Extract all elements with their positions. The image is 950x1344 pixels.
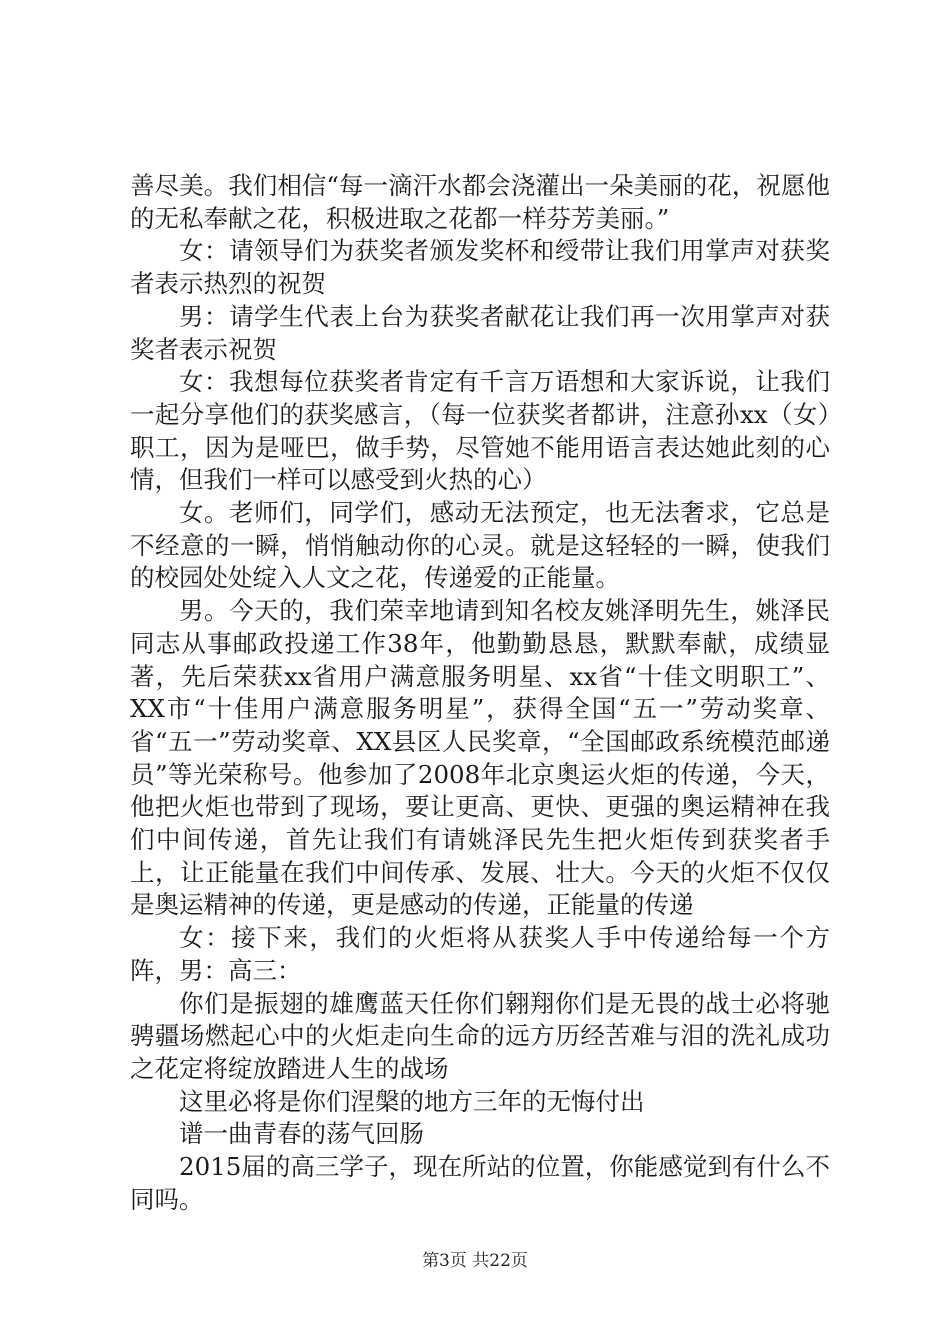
paragraph: 你们是振翅的雄鹰蓝天任你们翱翔你们是无畏的战士必将驰骋疆场燃起心中的火炬走向生命的远方历经苦难与泪的洗礼成功之花定将绽放踏进人生的战场 bbox=[130, 988, 830, 1083]
paragraph: 这里必将是你们涅槃的地方三年的无悔付出 bbox=[179, 1086, 645, 1116]
paragraph: 女：接下来，我们的火炬将从获奖人手中传递给每一个方阵，男：高三： bbox=[130, 923, 830, 985]
paragraph: 男：请学生代表上台为获奖者献花让我们再一次用掌声对获奖者表示祝贺 bbox=[130, 301, 830, 364]
paragraph: 谱一曲青春的荡气回肠 bbox=[179, 1119, 424, 1149]
document-body bbox=[130, 170, 830, 1217]
paragraph: 2015届的高三学子，现在所站的位置，你能感觉到有什么不同吗。 bbox=[130, 1152, 830, 1214]
paragraph: 女：我想每位获奖者肯定有千言万语想和大家诉说，让我们一起分享他们的获奖感言，（每一位获奖者都讲，注意孙xx（女）职工，因为是哑巴，做手势，尽管她不能用语言表达她此刻的心情，但我们一样可以感受到火热的心） bbox=[130, 367, 830, 495]
paragraph: 女：请领导们为获奖者颁发奖杯和绶带让我们用掌声对获奖者表示热烈的祝贺 bbox=[130, 236, 830, 299]
paragraph: 男。今天的，我们荣幸地请到知名校友姚泽明先生，姚泽民同志从事邮政投递工作38年，他勤勤恳恳，默默奉献，成绩显著，先后荣获xx省用户满意服务明星、xx省“十佳文明职工”、XX市“十佳用户满意服务明星”，获得全国“五一”劳动奖章、省“五一”劳动奖章、XX县区人民奖章，“全国邮政系统模范邮递员”等光荣称号。他参加了2008年北京奥运火炬的传递，今天，他把火炬也带到了现场，要让更高、更快、更强的奥运精神在我们中间传递，首先让我们有请姚泽民先生把火炬传到获奖者手上，让正能量在我们中间传承、发展、壮大。今天的火炬不仅仅是奥运精神的传递，更是感动的传递，正能量的传递 bbox=[130, 596, 830, 920]
paragraph: 善尽美。我们相信“每一滴汗水都会浇灌出一朵美丽的花，祝愿他的无私奉献之花，积极进取之花都一样芬芳美丽。” bbox=[130, 171, 830, 233]
paragraph: 女。老师们，同学们，感动无法预定，也无法奢求，它总是不经意的一瞬，悄悄触动你的心灵。就是这轻轻的一瞬，使我们的校园处处绽入人文之花，传递爱的正能量。 bbox=[130, 498, 830, 593]
page-number-footer: 第3页 共22页 bbox=[422, 1251, 528, 1271]
